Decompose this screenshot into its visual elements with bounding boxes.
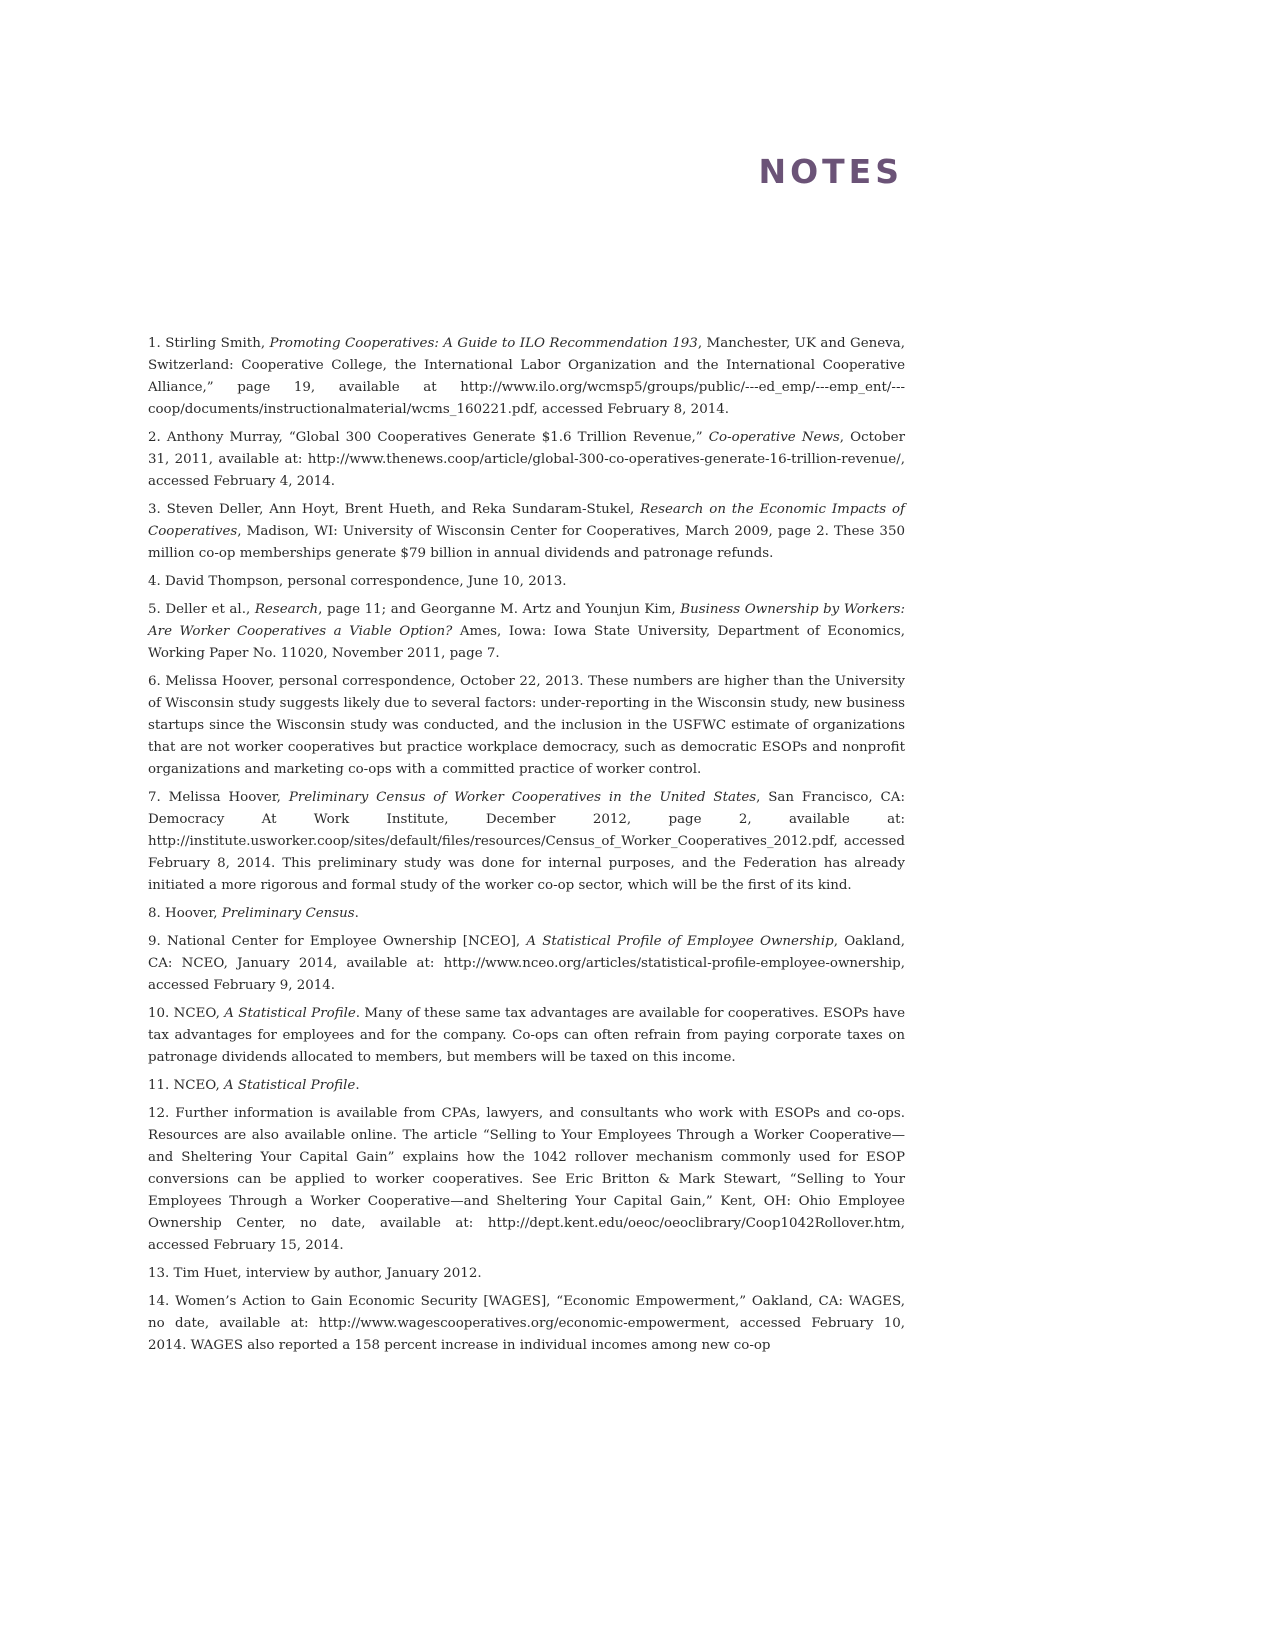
endnote-13 [148,1263,905,1285]
endnote-title-italic: A Statistical Profile of Employee Ownership [526,934,834,949]
endnote-number: 13. [148,1266,170,1281]
endnote-text: National Center for Employee Ownership [NCEO], [160,934,527,949]
endnote-text: Stirling Smith, [160,336,270,351]
endnote-1 [148,333,905,421]
endnote-10 [148,1003,905,1069]
endnote-text: , October 31, 2011, available at: http://www.thenews.coop/article/global-300-co-operatives-generate-16-trillion-revenue/, accessed February 4, 2014. [148,430,905,489]
endnote-title-italic: Business Ownership by Workers: Are Worker Cooperatives a Viable Option? [148,602,905,639]
endnote-9 [148,931,905,997]
endnote-text: , San Francisco, CA: Democracy At Work Institute, December 2012, page 2, available at: http://institute.usworker.coop/sites/default/files/resources/Census_of_Worker_Cooperatives_2012.pdf, accessed February 8, 2014. This preliminary study was done for internal purposes, and the Federation has already initiated a more rigorous and formal study of the worker co-op sector, which will be the first of its kind. [148,790,905,893]
endnote-3 [148,499,905,565]
endnote-number: 8. [148,906,161,921]
endnotes-list [148,333,905,1363]
endnote-number: 11. [148,1078,170,1093]
endnote-text: Melissa Hoover, [160,790,289,805]
endnote-title-italic: A Statistical Profile [224,1006,356,1021]
endnote-text: NCEO, [169,1006,225,1021]
endnote-number: 7. [148,790,161,805]
endnote-number: 4. [148,574,161,589]
endnote-title-italic: Preliminary Census of Worker Cooperatives in the United States [288,790,757,805]
endnote-2 [148,427,905,493]
endnote-text: , Madison, WI: University of Wisconsin Center for Cooperatives, March 2009, page 2. These 350 million co-op memberships generate $79 billion in annual dividends and patronage refunds. [148,524,905,561]
endnote-text: Tim Huet, interview by author, January 2012. [169,1266,482,1281]
endnote-title-italic: Research [254,602,319,617]
endnote-number: 12. [148,1106,170,1121]
endnote-number: 9. [148,934,161,949]
endnote-title-italic: Research on the Economic Impacts of Cooperatives [148,502,905,539]
endnote-text: , page 11; and Georganne M. Artz and Younjun Kim, [318,602,681,617]
endnote-title-italic: Promoting Cooperatives: A Guide to ILO Recommendation 193 [269,336,698,351]
endnote-text: Ames, Iowa: Iowa State University, Department of Economics, Working Paper No. 11020, November 2011, page 7. [148,624,905,661]
endnote-text: Further information is available from CPAs, lawyers, and consultants who work with ESOPs and co-ops. Resources are also available online. The article “Selling to Your Employees Through a Worker Cooperative—and Sheltering Your Capital Gain” explains how the 1042 rollover mechanism commonly used for ESOP conversions can be applied to worker cooperatives. See Eric Britton & Mark Stewart, “Selling to Your Employees Through a Worker Cooperative—and Sheltering Your Capital Gain,” Kent, OH: Ohio Employee Ownership Center, no date, available at: http://dept.kent.edu/oeoc/oeoclibrary/Coop1042Rollover.htm, accessed February 15, 2014. [148,1106,905,1253]
endnote-7 [148,787,905,897]
endnote-6 [148,671,905,781]
endnote-text: Melissa Hoover, personal correspondence, October 22, 2013. These numbers are higher than the University of Wisconsin study suggests likely due to several factors: under-reporting in the Wisconsin study, new business startups since the Wisconsin study was conducted, and the inclusion in the USFWC estimate of organizations that are not worker cooperatives but practice workplace democracy, such as democratic ESOPs and nonprofit organizations and marketing co-ops with a committed practice of worker control. [148,674,905,777]
endnote-text: , Manchester, UK and Geneva, Switzerland: Cooperative College, the International Labor Organization and the International Cooperative Alliance,” page 19, available at http://www.ilo.org/wcmsp5/groups/public/---ed_emp/---emp_ent/---coop/documents/instructionalmaterial/wcms_160221.pdf, accessed February 8, 2014. [148,336,905,417]
endnote-text: Hoover, [160,906,222,921]
endnote-title-italic: A Statistical Profile [224,1078,356,1093]
endnote-number: 1. [148,336,161,351]
endnote-text: . Many of these same tax advantages are available for cooperatives. ESOPs have tax advantages for employees and for the company. Co-ops can often refrain from paying corporate taxes on patronage dividends allocated to members, but members will be taxed on this income. [148,1006,905,1065]
endnote-12 [148,1103,905,1257]
endnote-14 [148,1291,905,1357]
endnote-number: 10. [148,1006,170,1021]
endnote-text: , Oakland, CA: NCEO, January 2014, available at: http://www.nceo.org/articles/statistical-profile-employee-ownership, accessed February 9, 2014. [148,934,906,993]
page-title: NOTES [758,152,903,191]
endnote-text: . [354,906,359,921]
endnote-5 [148,599,905,665]
endnote-number: 5. [148,602,161,617]
endnote-title-italic: Preliminary Census [221,906,355,921]
endnote-text: David Thompson, personal correspondence, June 10, 2013. [160,574,567,589]
endnote-number: 2. [148,430,161,445]
endnote-title-italic: Co-operative News [708,430,840,445]
endnote-8 [148,903,905,925]
endnote-text: . [355,1078,360,1093]
endnote-11 [148,1075,905,1097]
endnote-text: Deller et al., [160,602,255,617]
endnote-text: Steven Deller, Ann Hoyt, Brent Hueth, and Reka Sundaram-Stukel, [160,502,641,517]
endnote-text: NCEO, [169,1078,224,1093]
endnote-4 [148,571,905,593]
endnote-text: Women’s Action to Gain Economic Security [WAGES], “Economic Empowerment,” Oakland, CA: WAGES, no date, available at: http://www.wagescooperatives.org/economic-empowerment, accessed February 10, 2014. WAGES also reported a 158 percent increase in individual incomes among new co-op [148,1294,905,1353]
endnote-number: 3. [148,502,161,517]
endnote-text: Anthony Murray, “Global 300 Cooperatives Generate $1.6 Trillion Revenue,” [160,430,709,445]
endnote-number: 6. [148,674,161,689]
endnote-number: 14. [148,1294,170,1309]
